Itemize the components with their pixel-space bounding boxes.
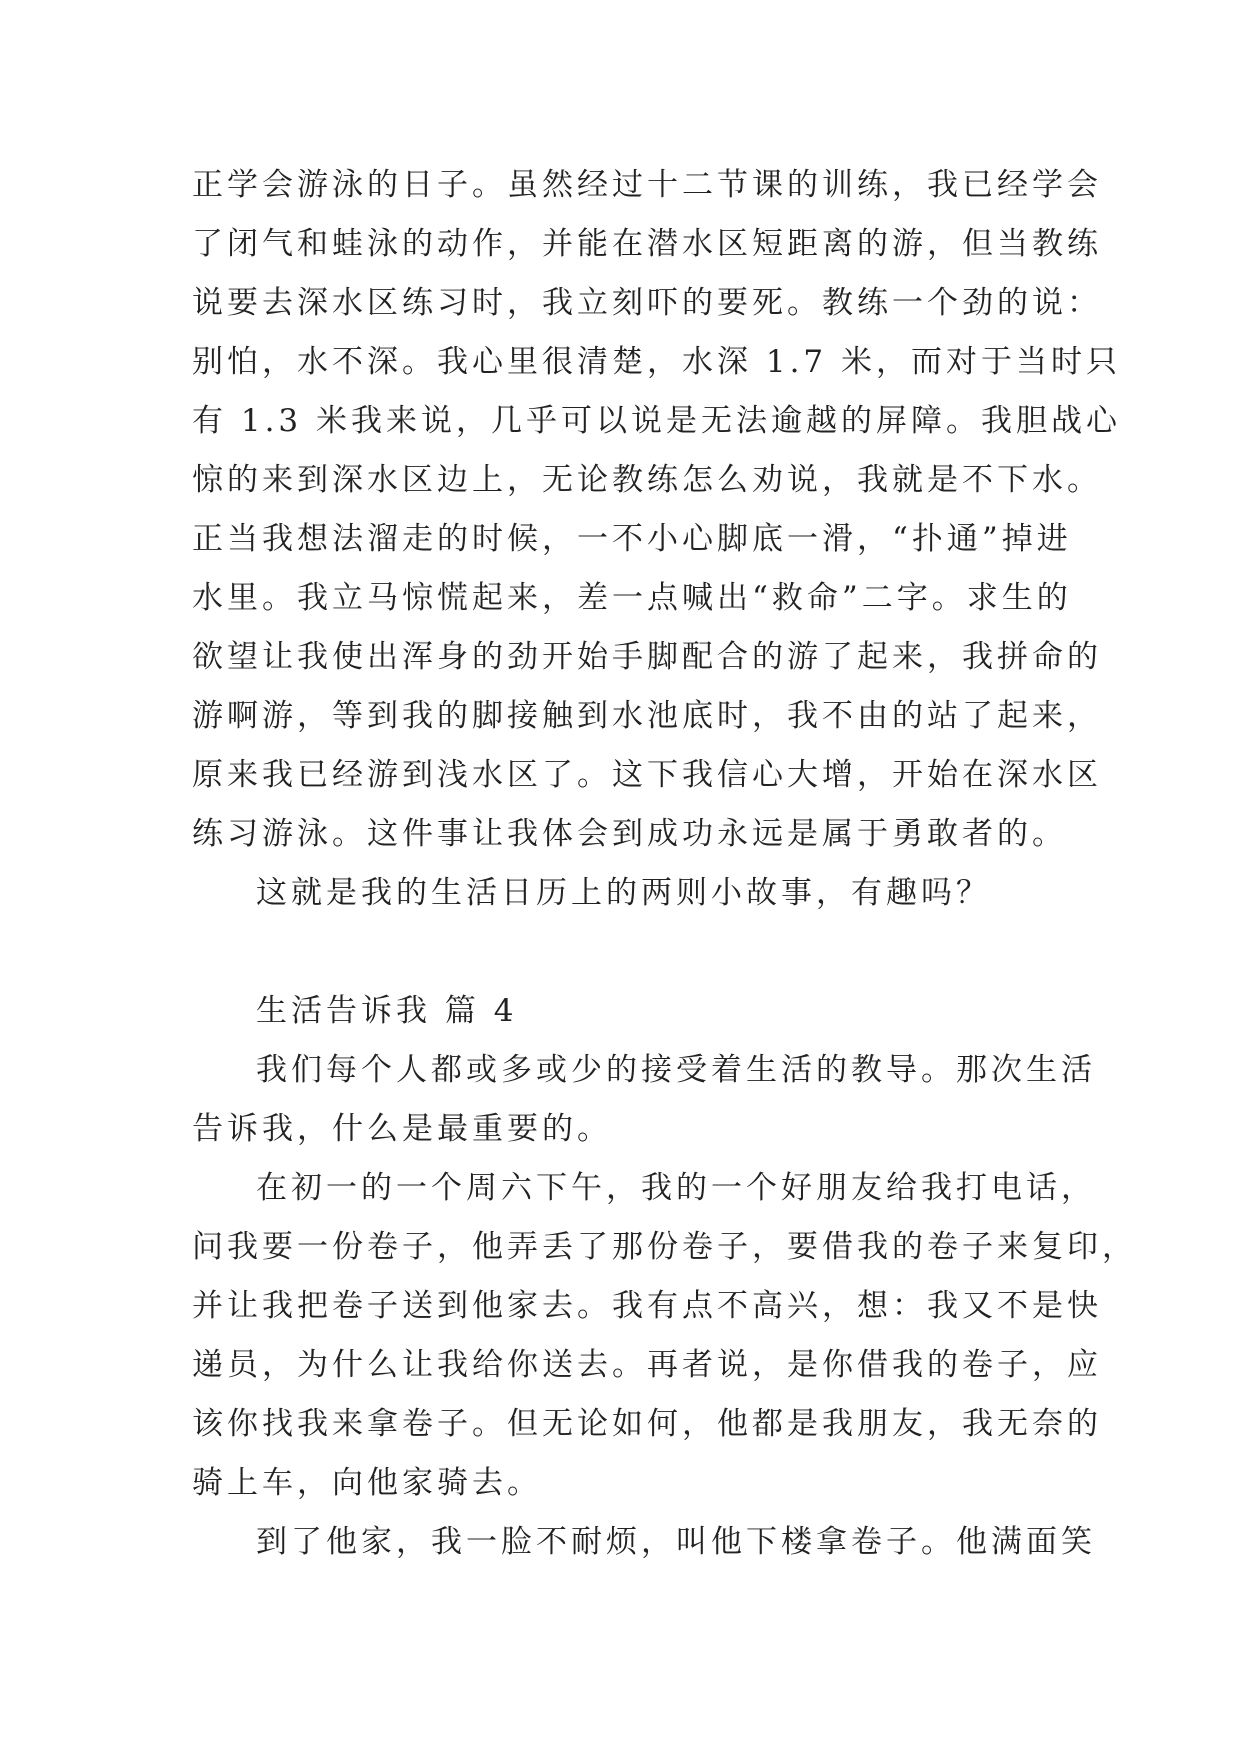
paragraph-line: 我们每个人都或多或少的接受着生活的教导。那次生活: [256, 1052, 1096, 1088]
body-line: 正学会游泳的日子。虽然经过十二节课的训练，我已经学会: [192, 167, 1102, 203]
paragraph-line: 并让我把卷子送到他家去。我有点不高兴，想：我又不是快: [192, 1288, 1102, 1324]
body-line: 欲望让我使出浑身的劲开始手脚配合的游了起来，我拼命的: [192, 639, 1102, 675]
body-line: 了闭气和蛙泳的动作，并能在潜水区短距离的游，但当教练: [192, 226, 1102, 262]
paragraph-line: 骑上车，向他家骑去。: [192, 1465, 542, 1501]
body-line: 别怕，水不深。我心里很清楚，水深 1.7 米，而对于当时只: [192, 344, 1122, 380]
section-spacer: [192, 923, 1072, 982]
section-title: 生活告诉我 篇 4: [256, 993, 518, 1029]
paragraph-line: 该你找我来拿卷子。但无论如何，他都是我朋友，我无奈的: [192, 1406, 1102, 1442]
body-line: 有 1.3 米我来说，几乎可以说是无法逾越的屏障。我胆战心: [192, 403, 1122, 439]
body-line: 原来我已经游到浅水区了。这下我信心大增，开始在深水区: [192, 757, 1102, 793]
paragraph-line: 在初一的一个周六下午，我的一个好朋友给我打电话，: [256, 1170, 1096, 1206]
paragraph-line: 问我要一份卷子，他弄丢了那份卷子，要借我的卷子来复印，: [192, 1229, 1137, 1265]
body-line: 正当我想法溜走的时候，一不小心脚底一滑，“扑通”掉进: [192, 521, 1072, 557]
closing-line: 这就是我的生活日历上的两则小故事，有趣吗？: [256, 875, 991, 911]
body-line: 练习游泳。这件事让我体会到成功永远是属于勇敢者的。: [192, 816, 1067, 852]
paragraph-line: 到了他家，我一脸不耐烦，叫他下楼拿卷子。他满面笑: [256, 1524, 1096, 1560]
body-line: 游啊游，等到我的脚接触到水池底时，我不由的站了起来，: [192, 698, 1102, 734]
body-line: 水里。我立马惊慌起来，差一点喊出“救命”二字。求生的: [192, 580, 1072, 616]
paragraph-line: 递员，为什么让我给你送去。再者说，是你借我的卷子，应: [192, 1347, 1102, 1383]
document-body: [192, 156, 1137, 1572]
body-line: 说要去深水区练习时，我立刻吓的要死。教练一个劲的说：: [192, 285, 1102, 321]
paragraph-line: 告诉我，什么是最重要的。: [192, 1111, 612, 1147]
body-line: 惊的来到深水区边上，无论教练怎么劝说，我就是不下水。: [192, 462, 1102, 498]
